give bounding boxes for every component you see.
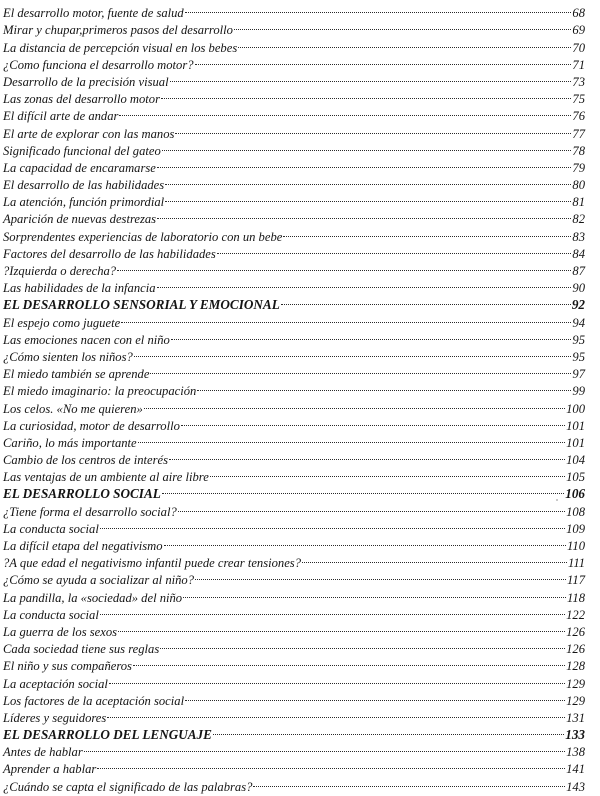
toc-page-number: 92 (571, 297, 585, 313)
dot-leader (197, 378, 571, 395)
dot-leader (181, 413, 565, 430)
toc-title: Significado funcional del gateo (3, 143, 161, 158)
toc-page-number: 68 (572, 6, 585, 21)
dot-leader (109, 670, 565, 687)
toc-title: EL DESARROLLO SENSORIAL Y EMOCIONAL (3, 297, 280, 313)
dot-leader (165, 172, 571, 189)
toc-page-number: 129 (566, 693, 585, 708)
dot-leader (84, 739, 565, 756)
dot-leader (157, 155, 572, 172)
toc-page-number: 105 (566, 470, 585, 485)
dot-leader (161, 86, 571, 103)
toc-page-number: 111 (567, 556, 585, 571)
toc-title: Factores del desarrollo de las habilidades (3, 246, 216, 261)
toc-page-number: 133 (565, 727, 585, 743)
toc-title: La distancia de percepción visual en los bebes (3, 40, 238, 55)
dot-leader (118, 619, 565, 636)
toc-page-number: 75 (572, 92, 585, 107)
dot-leader (234, 17, 571, 34)
toc-title: La atención, función primordial (3, 195, 165, 210)
toc-page-number: 76 (572, 109, 585, 124)
toc-title: Los factores de la aceptación social (3, 693, 185, 708)
dot-leader (165, 189, 571, 206)
toc-title: ¿Cómo se ayuda a socializar al niño? (3, 573, 195, 588)
dot-leader (183, 584, 566, 601)
toc-title: Mirar y chupar,primeros pasos del desarrollo (3, 23, 233, 38)
dot-leader (213, 722, 564, 739)
toc-title: Cariño, lo más importante (3, 435, 137, 450)
dot-leader (157, 275, 572, 292)
toc-title: Cambio de los centros de interés (3, 453, 168, 468)
toc-page-number: 126 (566, 624, 585, 639)
toc-page-number: 95 (572, 349, 585, 364)
toc-title: ¿Tiene forma el desarrollo social? (3, 504, 177, 519)
toc-title: El espejo como juguete (3, 315, 121, 330)
toc-title: La curiosidad, motor de desarrollo (3, 418, 180, 433)
dot-leader (253, 773, 565, 790)
table-of-contents (3, 0, 585, 794)
toc-title: ?A que edad el negativismo infantil puede crear tensiones? (3, 556, 301, 571)
toc-title: ¿Cuándo se capta el significado de las palabras? (3, 779, 253, 794)
toc-page-number: 84 (572, 246, 585, 261)
toc-title: La aceptación social (3, 676, 108, 691)
toc-page-number: 100 (566, 401, 585, 416)
dot-leader (185, 688, 565, 705)
toc-title: ¿Como funciona el desarrollo motor? (3, 57, 194, 72)
toc-page-number: 83 (572, 229, 585, 244)
dot-leader (283, 223, 571, 240)
toc-title: Desarrollo de la precisión visual (3, 74, 169, 89)
toc-page-number: 101 (566, 435, 585, 450)
toc-title: ?Izquierda o derecha? (3, 264, 117, 278)
dot-leader (178, 498, 565, 515)
dot-leader (107, 705, 565, 722)
toc-entry (3, 739, 585, 760)
toc-title: El desarrollo de las habilidades (3, 178, 165, 193)
toc-title: Las ventajas de un ambiente al aire libre (3, 470, 209, 485)
toc-page-number: 126 (566, 642, 585, 657)
toc-page-number: 143 (566, 779, 585, 794)
toc-title: Las emociones nacen con el niño (3, 332, 170, 347)
toc-page-number: 80 (572, 178, 585, 193)
toc-title: Los celos. «No me quieren» (3, 401, 143, 416)
toc-title: El niño y sus compañeros (3, 659, 132, 674)
dot-leader (281, 292, 571, 309)
dot-leader (121, 309, 571, 326)
dot-leader (144, 395, 565, 412)
toc-entry (3, 756, 585, 777)
dot-leader (97, 756, 565, 773)
toc-title: El desarrollo motor, fuente de salud (3, 6, 184, 21)
dot-leader (195, 567, 566, 584)
toc-page-number: 71 (572, 57, 585, 72)
toc-page-number: 69 (572, 23, 585, 38)
toc-page-number: 131 (566, 710, 585, 725)
dot-leader (195, 52, 572, 69)
dot-leader (100, 516, 565, 533)
toc-page-number: 129 (566, 676, 585, 691)
toc-page-number: 106 (565, 486, 585, 502)
toc-page-number: 94 (572, 315, 585, 330)
dot-leader (185, 0, 572, 17)
toc-page-number: 118 (567, 590, 585, 605)
toc-title: Líderes y seguidores (3, 710, 107, 725)
dot-leader (119, 103, 571, 120)
toc-title: Aprender a hablar (3, 762, 97, 777)
toc-title: La pandilla, la «sociedad» del niño (3, 590, 183, 605)
dot-leader (138, 430, 565, 447)
toc-page-number: 70 (572, 40, 585, 55)
toc-title: EL DESARROLLO SOCIAL (3, 486, 161, 502)
dot-leader (164, 533, 567, 550)
dot-leader (150, 361, 571, 378)
toc-page-number: 108 (566, 504, 585, 519)
toc-title: EL DESARROLLO DEL LENGUAJE (3, 727, 212, 743)
dot-leader (238, 34, 571, 51)
toc-page-number: 82 (572, 212, 585, 227)
toc-title: La guerra de los sexos (3, 624, 118, 639)
toc-page-number: 117 (567, 573, 585, 588)
toc-page-number: 101 (566, 418, 585, 433)
toc-page-number: 90 (572, 281, 585, 296)
toc-title: Sorprendentes experiencias de laboratorio con un bebe (3, 229, 283, 244)
dot-leader (302, 550, 567, 567)
toc-page-number: 141 (566, 762, 585, 777)
toc-page-number: 81 (572, 195, 585, 210)
toc-title: La conducta social (3, 607, 99, 622)
toc-title: El miedo imaginario: la preocupación (3, 384, 197, 399)
toc-page-number: 95 (572, 332, 585, 347)
toc-page-number: 73 (572, 74, 585, 89)
toc-page-number: 97 (572, 367, 585, 382)
toc-page-number: 79 (572, 160, 585, 175)
dot-leader (133, 653, 565, 670)
toc-title: Las habilidades de la infancia (3, 281, 156, 296)
toc-page-number: 109 (566, 521, 585, 536)
toc-page-number: 78 (572, 143, 585, 158)
toc-page-number: 77 (572, 126, 585, 141)
toc-page-number: 99 (572, 384, 585, 399)
toc-title: La conducta social (3, 521, 99, 536)
toc-title: El miedo también se aprende (3, 367, 150, 382)
dot-leader (117, 258, 571, 275)
toc-title: Antes de hablar (3, 745, 83, 760)
dot-leader (160, 636, 565, 653)
dot-leader (162, 481, 564, 498)
toc-page-number: 110 (567, 539, 585, 553)
dot-leader (175, 120, 571, 137)
dot-leader (157, 206, 571, 223)
scan-speck (556, 499, 558, 501)
dot-leader (100, 602, 565, 619)
toc-title: ¿Cómo sienten los niños? (3, 349, 133, 364)
toc-title: Cada sociedad tiene sus reglas (3, 642, 160, 657)
dot-leader (134, 344, 572, 361)
toc-page-number: 104 (566, 453, 585, 468)
toc-title: La difícil etapa del negativismo (3, 539, 163, 553)
dot-leader (169, 447, 565, 464)
toc-title: Las zonas del desarrollo motor (3, 92, 160, 107)
toc-entry (3, 0, 585, 21)
dot-leader (170, 69, 572, 86)
toc-page-number: 122 (566, 607, 585, 622)
dot-leader (210, 464, 565, 481)
dot-leader (171, 327, 572, 344)
dot-leader (217, 241, 572, 258)
toc-page-number: 138 (566, 745, 585, 760)
toc-title: Aparición de nuevas destrezas (3, 212, 157, 227)
toc-page-number: 87 (572, 264, 585, 278)
toc-title: La capacidad de encaramarse (3, 160, 156, 175)
toc-page-number: 128 (566, 659, 585, 674)
toc-title: El arte de explorar con las manos (3, 126, 175, 141)
toc-title: El difícil arte de andar (3, 109, 119, 124)
dot-leader (162, 138, 572, 155)
